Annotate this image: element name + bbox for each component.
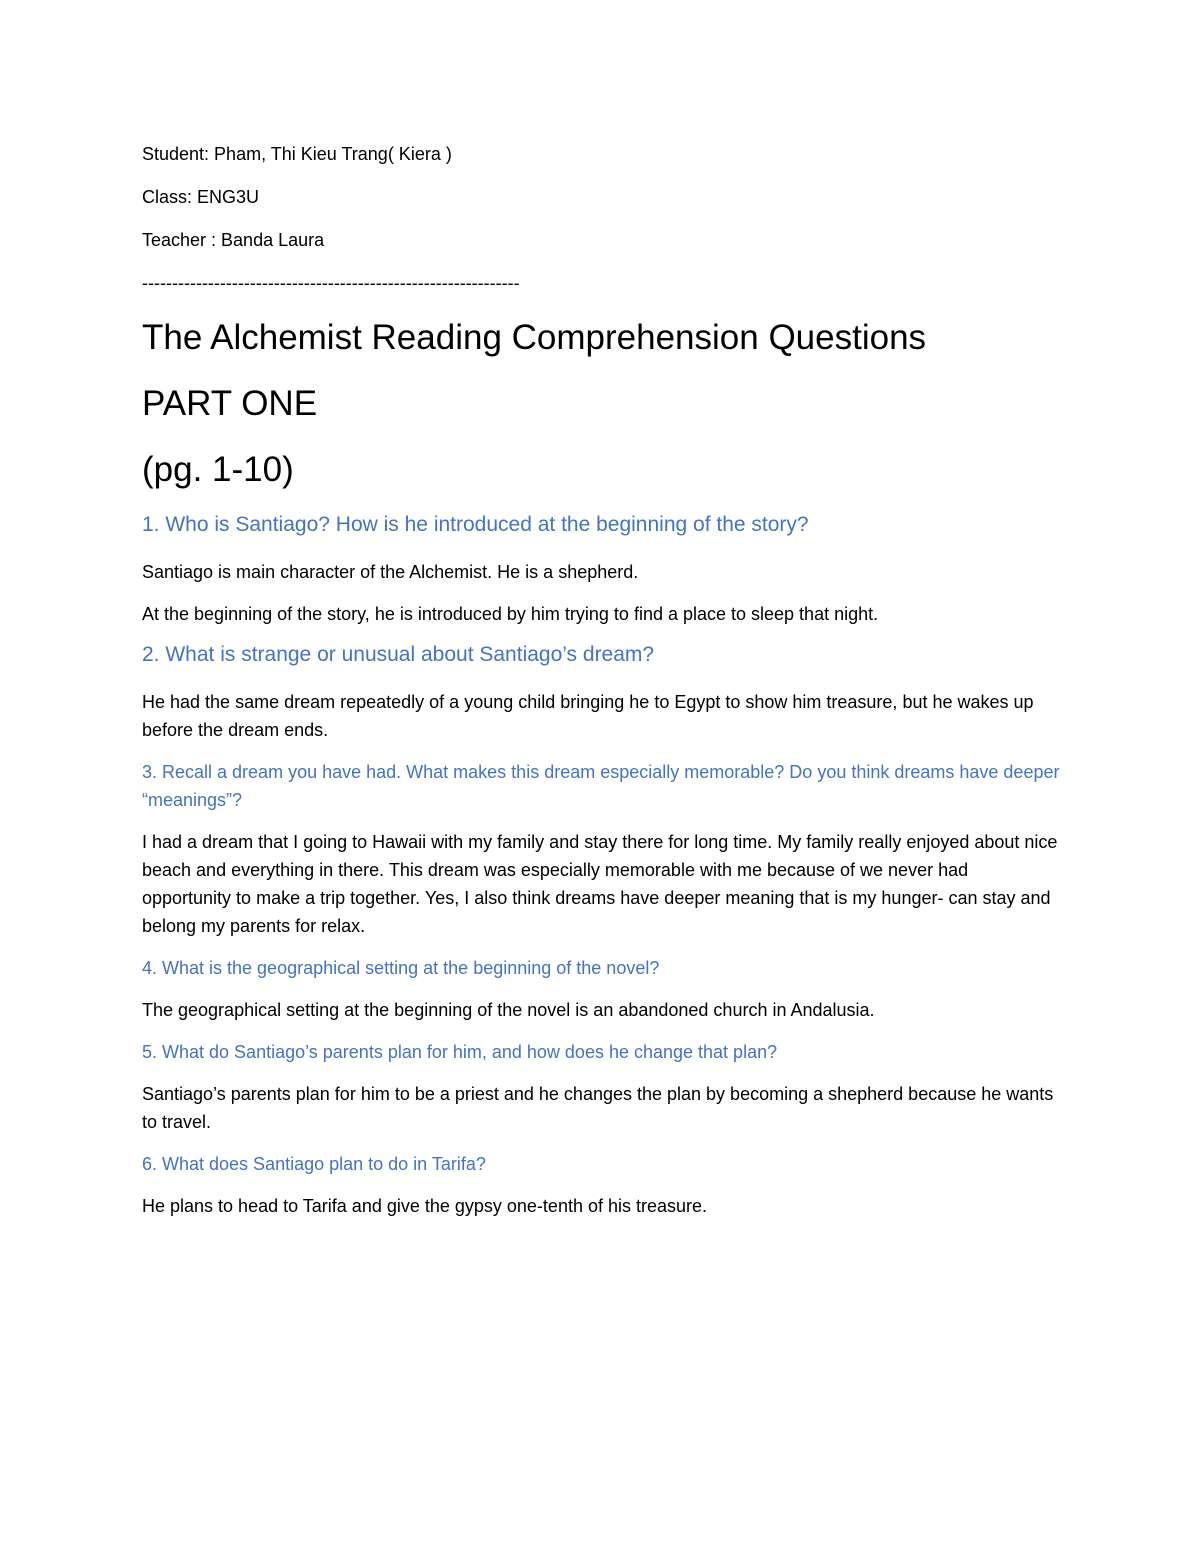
answer-5: Santiago’s parents plan for him to be a priest and he changes the plan by becoming a shepherd because he wants to travel. xyxy=(142,1084,1054,1132)
answer-2: He had the same dream repeatedly of a young child bringing he to Egypt to show him treasure, but he wakes up before the dream ends. xyxy=(142,692,1034,740)
question-4: 4. What is the geographical setting at the beginning of the novel? xyxy=(142,958,660,978)
document-content xyxy=(142,143,1062,1234)
answer-1-line-2: At the beginning of the story, he is introduced by him trying to find a place to sleep that night. xyxy=(142,604,879,624)
student-line: Student: Pham, Thi Kieu Trang( Kiera ) xyxy=(142,144,452,164)
question-5: 5. What do Santiago’s parents plan for him, and how does he change that plan? xyxy=(142,1042,778,1062)
answer-6: He plans to head to Tarifa and give the gypsy one-tenth of his treasure. xyxy=(142,1196,708,1216)
question-6: 6. What does Santiago plan to do in Tarifa? xyxy=(142,1154,486,1174)
document-title: The Alchemist Reading Comprehension Questions xyxy=(142,318,927,357)
answer-3: I had a dream that I going to Hawaii with my family and stay there for long time. My family really enjoyed about nice beach and everything in there. This dream was especially memorable with me because of we never had opportunity to make a trip together. Yes, I also think dreams have deeper meaning that is my hunger- can stay and belong my parents for relax. xyxy=(142,832,1058,936)
question-2: 2. What is strange or unusual about Santiago’s dream? xyxy=(142,643,655,666)
page-range-heading: (pg. 1-10) xyxy=(142,450,294,489)
part-heading: PART ONE xyxy=(142,384,318,423)
answer-1-line-1: Santiago is main character of the Alchemist. He is a shepherd. xyxy=(142,562,639,582)
question-1: 1. Who is Santiago? How is he introduced at the beginning of the story? xyxy=(142,513,809,536)
teacher-line: Teacher : Banda Laura xyxy=(142,230,325,250)
question-3: 3. Recall a dream you have had. What makes this dream especially memorable? Do you think dreams have deeper “meanings”? xyxy=(142,762,1060,810)
answer-4: The geographical setting at the beginning of the novel is an abandoned church in Andalusia. xyxy=(142,1000,875,1020)
class-line: Class: ENG3U xyxy=(142,187,260,207)
dashed-divider: --------------------------------------------------------------- xyxy=(142,273,520,293)
